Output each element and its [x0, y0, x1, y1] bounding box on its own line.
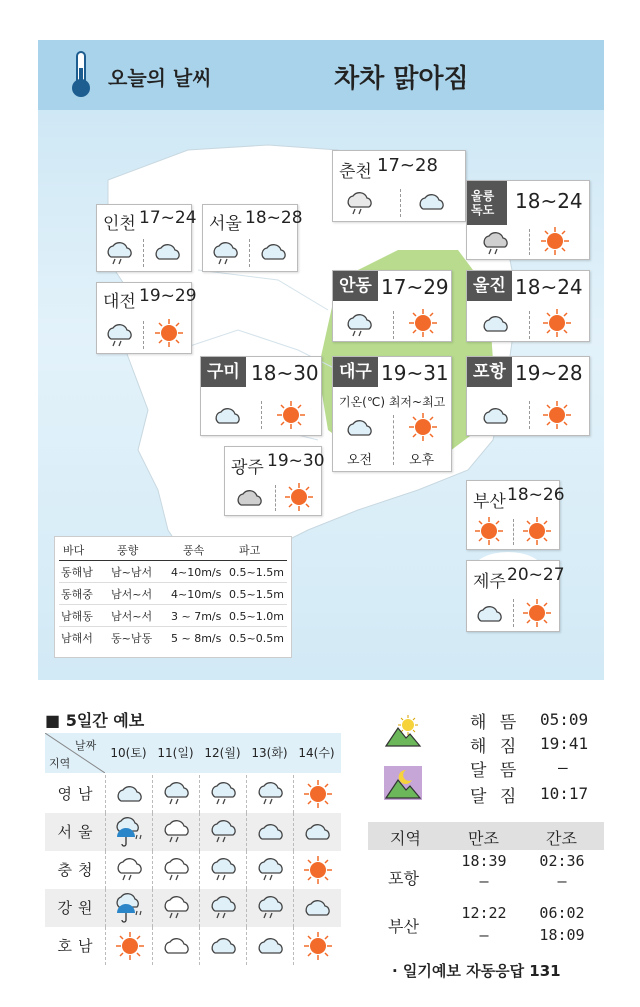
cloud-icon [415, 189, 449, 213]
sea-cell: 5 ~ 8m/s [171, 632, 222, 645]
sea-cell: 3 ~ 7m/s [171, 610, 222, 623]
header-title-right: 차차 맑아짐 [334, 64, 469, 94]
tide-header-row [368, 822, 604, 850]
divider [393, 311, 394, 339]
city-name-tag: 울릉 독도 [467, 181, 507, 225]
sun-icon [473, 515, 505, 547]
divider [529, 311, 530, 339]
forecast-region: 충청 [57, 861, 99, 879]
cloud-rain-grey-icon [160, 893, 194, 923]
city-card-daejeon [96, 282, 197, 354]
sun-icon [539, 225, 571, 257]
cloud-icon [301, 893, 335, 923]
forecast-region: 서울 [57, 823, 99, 841]
sea-row [59, 585, 287, 605]
forecast-cell [152, 889, 199, 927]
city-card-jeju [466, 560, 565, 632]
sun-icon [541, 307, 573, 339]
tide-region: 부산 [388, 917, 419, 936]
sea-row [59, 629, 287, 649]
cloud-rain-icon [207, 817, 241, 847]
cloud-rain-icon [103, 239, 137, 265]
forecast-row [45, 813, 341, 851]
forecast-region: 영남 [57, 785, 99, 803]
city-card-incheon [96, 204, 197, 272]
sun-icon [153, 317, 185, 349]
sea-header: 파고 [239, 544, 261, 557]
sun-icon [113, 931, 147, 961]
forecast-cell [199, 851, 246, 889]
divider [261, 401, 262, 429]
forecast-cell [199, 813, 246, 851]
forecast-header-row [45, 733, 341, 773]
cloud-rain-icon [343, 189, 377, 215]
cloud-rain-icon [254, 855, 288, 885]
city-temp: 19~31 [381, 361, 449, 385]
forecast-cell [199, 927, 246, 965]
sunset-label: 해 짐 [470, 737, 521, 757]
sun-icon [407, 411, 439, 443]
cloud-rain-icon [207, 893, 241, 923]
city-name: 대전 [103, 292, 136, 312]
city-name-tag: 대구 [333, 357, 378, 387]
forecast-row [45, 851, 341, 889]
sea-row [59, 607, 287, 627]
sun-icon [521, 597, 553, 629]
forecast-cell [152, 927, 199, 965]
forecast-cell [293, 813, 340, 851]
divider [275, 485, 276, 511]
city-temp: 18~30 [251, 361, 319, 385]
city-card-daegu [332, 356, 452, 472]
cloud-icon [343, 415, 377, 439]
city-temp: 18~24 [515, 275, 583, 299]
cloud-icon [113, 779, 147, 809]
divider [143, 321, 144, 349]
forecast-cell [293, 927, 340, 965]
sea-cell: 남해동 [61, 610, 93, 623]
sunrise-label: 해 뜸 [470, 713, 521, 733]
tide-header: 만조 [468, 829, 499, 848]
sun-icon [283, 481, 315, 513]
sunrise-mountain-icon [384, 714, 422, 748]
sea-cell: 동해남 [61, 566, 93, 579]
divider [529, 229, 530, 255]
cloud-icon [254, 931, 288, 961]
cloud-icon [479, 311, 513, 335]
cloud-rain-icon [254, 779, 288, 809]
divider [143, 239, 144, 267]
forecast-cell [293, 851, 340, 889]
divider [393, 415, 394, 465]
city-name-tag: 안동 [333, 271, 378, 301]
cloud-icon [257, 239, 291, 263]
sea-header: 바다 [63, 544, 85, 557]
tide-high: 12:22 [461, 904, 507, 922]
forecast-cell [105, 889, 152, 927]
forecast-region: 호남 [57, 937, 99, 955]
corner-date-label: 날짜 [75, 739, 97, 752]
cloud-icon [254, 817, 288, 847]
cloud-icon [207, 931, 241, 961]
sea-cell: 동해중 [61, 588, 93, 601]
sea-cell: 4~10m/s [171, 588, 222, 601]
sea-header-row [59, 541, 287, 561]
cloud-icon [151, 239, 185, 263]
forecast-cell [105, 775, 152, 813]
forecast-day: 11(일) [157, 746, 194, 760]
tide-low: 18:09 [539, 926, 585, 944]
divider [513, 519, 514, 545]
tide-region: 포항 [388, 869, 419, 888]
forecast-cell [105, 851, 152, 889]
forecast-cell [152, 775, 199, 813]
sea-cell: 0.5~1.5m [229, 588, 284, 601]
city-name: 춘천 [339, 162, 372, 182]
sea-cell: 4~10m/s [171, 566, 222, 579]
cloud-icon [473, 601, 507, 625]
city-temp: 18~28 [245, 208, 303, 228]
moonrise-time: – [558, 758, 568, 777]
city-name: 광주 [231, 458, 264, 478]
sea-cell: 남~남서 [111, 566, 153, 579]
legend-am: 오전 [347, 453, 373, 468]
cloud-grey-icon [160, 931, 194, 961]
sun-icon [521, 515, 553, 547]
sun-icon [541, 399, 573, 431]
sea-cell: 0.5~1.0m [229, 610, 284, 623]
sea-cell: 동~남동 [111, 632, 153, 645]
city-name: 인천 [103, 214, 136, 234]
forecast-cell [246, 851, 293, 889]
footer-phone-info: · 일기예보 자동응답 131 [392, 962, 561, 980]
legend-text: 기온(℃) 최저~최고 [339, 395, 446, 409]
moonrise-label: 달 뜸 [470, 761, 521, 781]
forecast-cell [199, 775, 246, 813]
sea-cell: 0.5~1.5m [229, 566, 284, 579]
forecast-cell [105, 927, 152, 965]
sun-icon [301, 931, 335, 961]
city-card-gwangju [224, 446, 325, 516]
divider [529, 401, 530, 429]
city-name-tag: 포항 [467, 357, 512, 387]
city-card-uljin [466, 270, 590, 342]
city-temp: 20~27 [507, 565, 565, 585]
forecast-row [45, 889, 341, 927]
forecast-day: 10(토) [110, 746, 147, 760]
city-card-pohang [466, 356, 590, 436]
city-temp: 17~29 [381, 275, 449, 299]
forecast-cell [246, 813, 293, 851]
divider [513, 599, 514, 627]
forecast-region: 강원 [57, 899, 99, 917]
tide-header: 간조 [546, 829, 577, 848]
forecast-cell [152, 813, 199, 851]
header-title-left: 오늘의 날씨 [108, 66, 212, 90]
sea-cell: 남해서 [61, 632, 93, 645]
cloud-icon [479, 403, 513, 427]
city-card-ulleung [466, 180, 590, 260]
tide-low: – [557, 872, 567, 890]
cloud-rain-icon [343, 311, 377, 337]
tide-high: – [479, 926, 489, 944]
forecast-title: ■ 5일간 예보 [45, 711, 145, 730]
city-name: 부산 [473, 492, 506, 512]
city-card-busan [466, 480, 565, 550]
city-name-tag: 구미 [201, 357, 246, 387]
umbrella-icon [113, 817, 147, 847]
forecast-row [45, 927, 341, 965]
city-temp: 17~28 [377, 155, 438, 176]
tide-header: 지역 [390, 829, 421, 848]
forecast-day: 12(월) [204, 746, 241, 760]
sun-moon-table [382, 708, 604, 818]
forecast-cell [293, 889, 340, 927]
cloud-rain-grey-icon [113, 855, 147, 885]
legend-pm: 오후 [409, 453, 435, 468]
sea-cell: 0.5~0.5m [229, 632, 284, 645]
sun-icon [275, 399, 307, 431]
sunrise-time: 05:09 [540, 710, 589, 729]
sunset-time: 19:41 [540, 734, 589, 753]
moonrise-mountain-icon [384, 766, 422, 800]
umbrella-icon [113, 893, 147, 923]
forecast-cell [246, 889, 293, 927]
city-card-seoul [202, 204, 303, 272]
sea-header: 풍속 [183, 544, 205, 557]
sea-background [38, 110, 604, 680]
forecast-day: 14(수) [298, 746, 335, 760]
sea-cell: 남서~서 [111, 610, 153, 623]
sea-row [59, 563, 287, 583]
cloud-rain-icon [207, 779, 241, 809]
city-card-gumi [200, 356, 322, 436]
thermometer-icon [68, 50, 94, 98]
cloud-rain-grey-icon [160, 855, 194, 885]
forecast-cell [105, 813, 152, 851]
city-name: 서울 [209, 214, 242, 234]
sea-cell: 남서~서 [111, 588, 153, 601]
moonset-label: 달 짐 [470, 787, 521, 807]
cloud-icon [301, 817, 335, 847]
city-temp: 19~30 [267, 451, 325, 471]
corner-region-label: 지역 [49, 757, 71, 770]
weather-map-panel [38, 40, 604, 680]
cloud-icon [211, 403, 245, 427]
city-temp: 17~24 [139, 208, 197, 228]
sun-icon [301, 855, 335, 885]
sea-header: 풍향 [117, 544, 139, 557]
cloud-rain-icon [479, 229, 513, 255]
moonset-time: 10:17 [540, 784, 589, 803]
tide-low: 06:02 [539, 904, 585, 922]
city-card-andong [332, 270, 452, 342]
cloud-rain-icon [160, 779, 194, 809]
forecast-cell [152, 851, 199, 889]
cloud-rain-grey-icon [160, 817, 194, 847]
sea-conditions-table [54, 536, 292, 658]
city-temp: 19~28 [515, 361, 583, 385]
forecast-row [45, 775, 341, 813]
forecast-cell [199, 889, 246, 927]
cloud-rain-icon [254, 893, 288, 923]
tide-high: 18:39 [461, 852, 507, 870]
city-temp: 18~24 [515, 189, 583, 213]
forecast-cell [293, 775, 340, 813]
sun-icon [301, 779, 335, 809]
cloud-rain-icon [207, 855, 241, 885]
divider [400, 189, 401, 217]
city-temp: 18~26 [507, 485, 565, 505]
cloud-rain-icon [103, 321, 137, 347]
city-card-chuncheon [332, 150, 466, 222]
forecast-cell [246, 775, 293, 813]
city-name-tag: 울진 [467, 271, 512, 301]
cloud-grey-icon [233, 485, 267, 509]
sun-icon [407, 307, 439, 339]
header-bar [38, 40, 604, 110]
forecast-day: 13(화) [251, 746, 288, 760]
tide-high: – [479, 872, 489, 890]
cloud-rain-icon [209, 239, 243, 265]
city-temp: 19~29 [139, 286, 197, 306]
forecast-cell [246, 927, 293, 965]
tide-low: 02:36 [539, 852, 585, 870]
divider [249, 239, 250, 267]
city-name: 제주 [473, 572, 506, 592]
